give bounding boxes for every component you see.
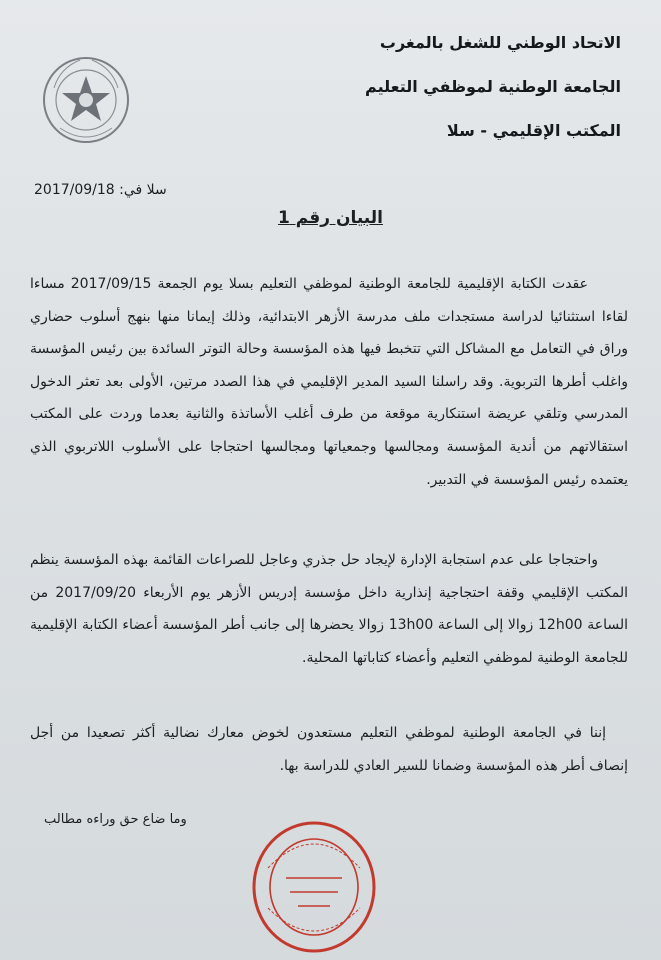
closing-phrase: وما ضاع حق وراءه مطالب xyxy=(44,812,187,827)
paragraph-3: إننا في الجامعة الوطنية لموظفي التعليم مستعدون لخوض معارك نضالية أكثر تصعيدا من أجل إنصاف أطر هذه المؤسسة وضمانا للسير العادي للدراسة بها. xyxy=(30,725,628,774)
paragraph-2: واحتجاجا على عدم استجابة الإدارة لإيجاد حل جذري وعاجل للصراعات القائمة بهذه المؤسسة ينظم المكتب الإقليمي وقفة احتجاجية إنذارية داخل مؤسسة إدريس الأزهر يوم الأربعاء 2017/09/20 من الساعة 12h00 زوالا إلى الساعة 13h00 زوالا يحضرها إلى جانب أطر المؤسسة أعضاء الكتابة الإقليمية للجامعة الوطنية لموظفي التعليم وأعضاء كتاباتها المحلية. xyxy=(30,552,628,666)
letterhead xyxy=(291,28,621,160)
statement-title: البيان رقم 1 xyxy=(278,208,383,228)
union-name: الاتحاد الوطني للشغل بالمغرب xyxy=(379,33,621,52)
organization-logo-icon xyxy=(40,48,132,148)
federation-name: الجامعة الوطنية لموظفي التعليم xyxy=(365,77,621,96)
paragraph-1: عقدت الكتابة الإقليمية للجامعة الوطنية لموظفي التعليم بسلا يوم الجمعة 2017/09/15 مساءا لقاءا استثنائيا لدراسة مستجدات ملف مدرسة الأزهر الابتدائية، وذلك إيمانا منها بنهج أسلوب حضاري وراق في التعامل مع المشاكل التي تتخبط فيها هذه المؤسسة وحالة التوتر السائدة بين رئيس المؤسسة واغلب أطرها التربوية. وقد راسلنا السيد المدير الإقليمي في هذا الصدد مرتين، الأولى بعد تعثر الدخول المدرسي وتلقي عريضة استنكارية موقعة من طرف أغلب الأساتذة والثانية بعدما وردت على المكتب استقالاتهم من أندية المؤسسة ومجالسها وجمعياتها ومجالسها احتجاجا على الأسلوب اللاتربوي الذي يعتمده رئيس المؤسسة في التدبير. xyxy=(30,276,628,488)
office-name: المكتب الإقليمي - سلا xyxy=(446,121,621,140)
document-date: سلا في: 2017/09/18 xyxy=(34,182,167,198)
round-stamp-icon xyxy=(250,818,378,956)
